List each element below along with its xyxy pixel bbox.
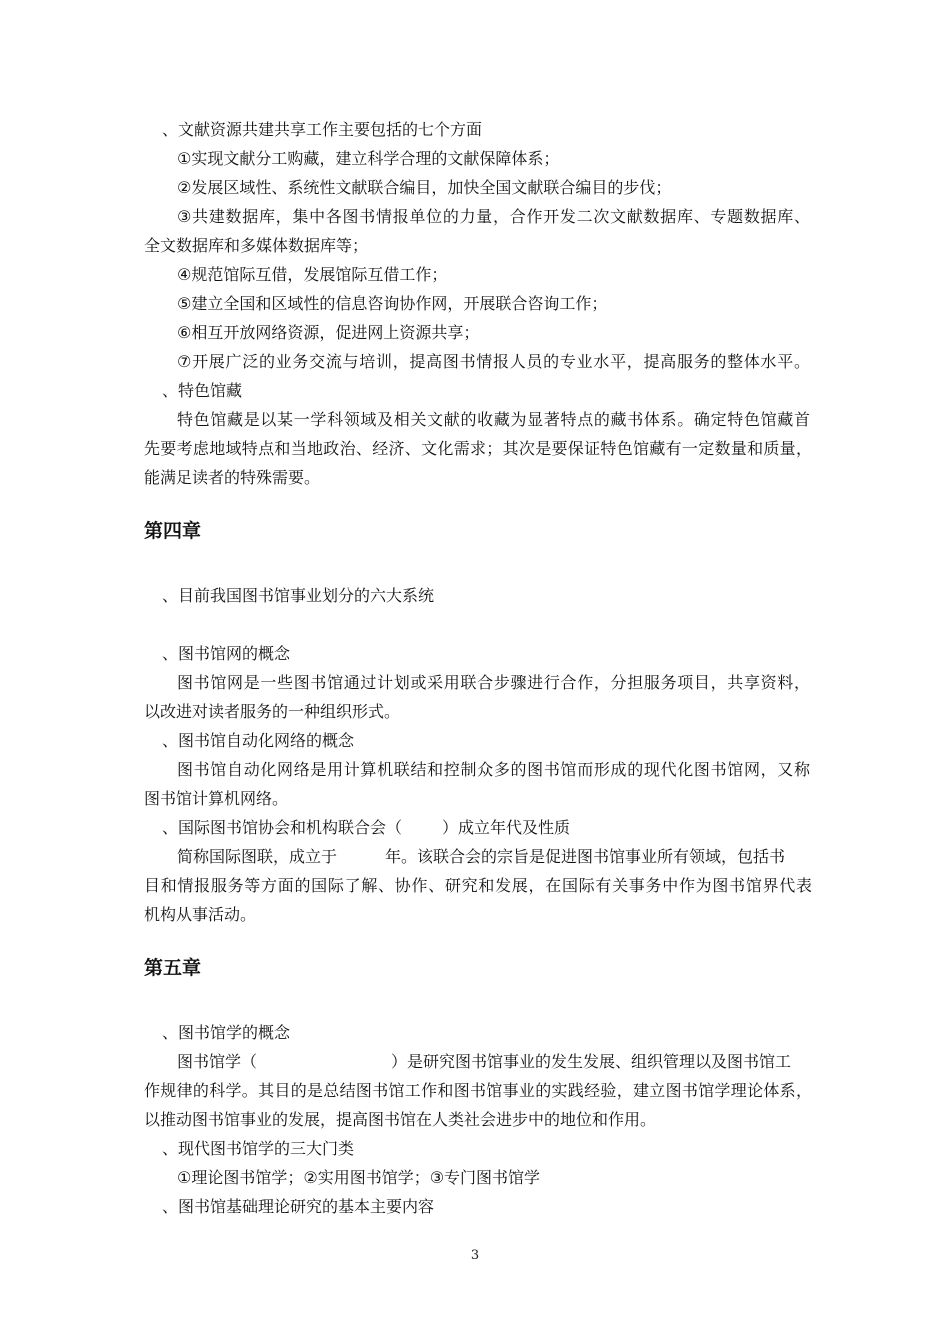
paragraph-line [177,1051,810,1073]
section-heading-six-systems: 、目前我国图书馆事业划分的六大系统 [162,586,435,605]
paragraph-line: 先要考虑地域特点和当地政治、经济、文化需求；其次是要保证特色馆藏有一定数量和质量， [144,439,812,458]
section-heading-three-categories: 、现代图书馆学的三大门类 [162,1139,355,1158]
paragraph-line: 机构从事活动。 [144,905,257,924]
section-heading-library-network: 、图书馆网的概念 [162,644,291,663]
section-heading-special-collection: 、特色馆藏 [162,381,243,400]
list-item: ⑦开展广泛的业务交流与培训，提高图书情报人员的专业水平，提高服务的整体水平。 [177,352,810,371]
paragraph-line [177,846,810,868]
paragraph-line: ①理论图书馆学；②实用图书馆学；③专门图书馆学 [177,1168,541,1187]
paragraph-line: 作规律的科学。其目的是总结图书馆工作和图书馆事业的实践经验，建立图书馆学理论体系， [144,1081,812,1100]
section-heading-ifla [162,817,570,839]
ifla-heading-part: ）成立年代及性质 [442,818,571,837]
section-heading-basic-theory: 、图书馆基础理论研究的基本主要内容 [162,1197,435,1216]
paragraph-line: 以改进对读者服务的一种组织形式。 [144,702,401,721]
chapter-heading-5: 第五章 [144,957,202,979]
list-item: ④规范馆际互借，发展馆际互借工作； [177,265,448,284]
list-item: ①实现文献分工购藏，建立科学合理的文献保障体系； [177,149,560,168]
section-heading-automation-network: 、图书馆自动化网络的概念 [162,731,355,750]
section-heading-lis-concept: 、图书馆学的概念 [162,1023,291,1042]
page-number: 3 [470,1248,480,1263]
chapter-heading-4: 第四章 [144,520,202,542]
paragraph-line: 图书馆计算机网络。 [144,789,289,808]
ifla-heading-part: 、国际图书馆协会和机构联合会（ [162,818,403,837]
section-heading-resource-sharing: 、文献资源共建共享工作主要包括的七个方面 [162,120,483,139]
lis-text-part: ）是研究图书馆事业的发生发展、组织管理以及图书馆工 [391,1052,792,1071]
list-item: ②发展区域性、系统性文献联合编目，加快全国文献联合编目的步伐； [177,178,672,197]
paragraph-line: 特色馆藏是以某一学科领域及相关文献的收藏为显著特点的藏书体系。确定特色馆藏首 [177,410,810,429]
list-item: ⑥相互开放网络资源，促进网上资源共享； [177,323,480,342]
paragraph-line: 能满足读者的特殊需要。 [144,468,321,487]
paragraph-line: 目和情报服务等方面的国际了解、协作、研究和发展，在国际有关事务中作为图书馆界代表 [144,876,812,895]
list-item: ⑤建立全国和区域性的信息咨询协作网，开展联合咨询工作； [177,294,608,313]
paragraph-line: 图书馆网是一些图书馆通过计划或采用联合步骤进行合作，分担服务项目，共享资料， [177,673,810,692]
paragraph-line: 以推动图书馆事业的发展，提高图书馆在人类社会进步中的地位和作用。 [144,1110,657,1129]
ifla-text-part: 简称国际图联，成立于 [177,847,338,866]
list-item-continuation: 全文数据库和多媒体数据库等； [144,236,369,255]
ifla-text-part: 年。该联合会的宗旨是促进图书馆事业所有领域，包括书 [385,847,786,866]
paragraph-line: 图书馆自动化网络是用计算机联结和控制众多的图书馆而形成的现代化图书馆网，又称 [177,760,810,779]
lis-text-part: 图书馆学（ [177,1052,258,1071]
list-item: ③共建数据库，集中各图书情报单位的力量，合作开发二次文献数据库、专题数据库、 [177,207,810,226]
